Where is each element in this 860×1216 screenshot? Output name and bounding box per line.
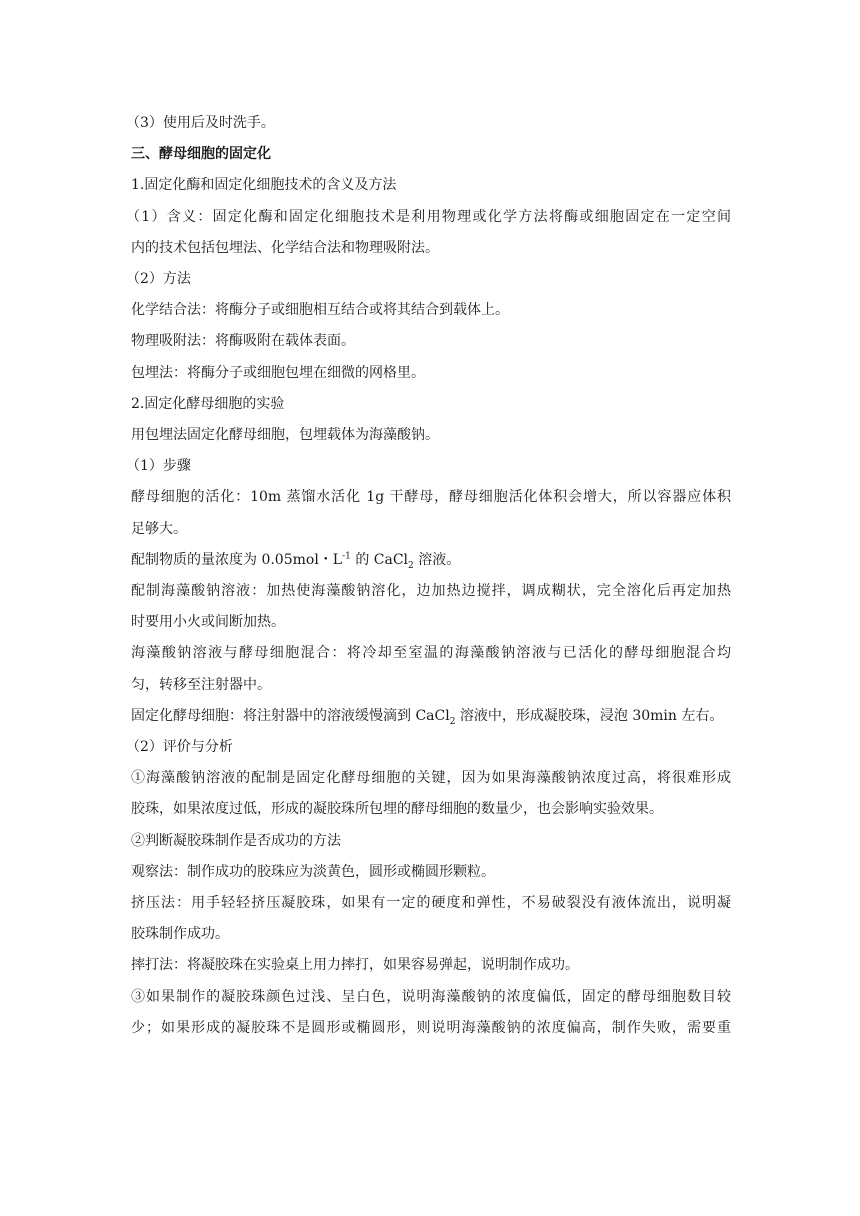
subscript: 2 xyxy=(449,716,456,727)
subsection-heading: 1.固定化酶和固定化细胞技术的含义及方法 xyxy=(131,177,397,194)
text-line: 酵母细胞的活化：10m 蒸馏水活化 1g 干酵母，酵母细胞活化体积会增大，所以容器应体积 xyxy=(131,489,731,506)
text-segment: 配制物质的量浓度为 0.05mol・L xyxy=(131,551,343,568)
text-line: 摔打法：将凝胶珠在实验桌上用力摔打，如果容易弹起，说明制作成功。 xyxy=(131,957,579,974)
text-line: 配制海藻酸钠溶液：加热使海藻酸钠溶化，边加热边搅拌，调成糊状，完全溶化后再定加热 xyxy=(131,583,731,600)
text-line: 匀，转移至注射器中。 xyxy=(131,676,271,693)
fix-text-line xyxy=(131,701,731,732)
text-line: （2）评价与分析 xyxy=(126,739,233,756)
text-line: （1）含义：固定化酶和固定化细胞技术是利用物理或化学方法将酶或细胞固定在一定空间 xyxy=(126,208,731,225)
subsection-heading: 2.固定化酵母细胞的实验 xyxy=(131,395,285,412)
text-line: 用包埋法固定化酵母细胞，包埋载体为海藻酸钠。 xyxy=(131,427,439,444)
text-segment: 的 CaCl xyxy=(350,551,409,568)
text-line: 时要用小火或间断加热。 xyxy=(131,614,285,631)
text-line: 胶珠制作成功。 xyxy=(131,926,229,943)
text-line: （2）方法 xyxy=(126,271,191,288)
text-line: 包埋法：将酶分子或细胞包埋在细微的网格里。 xyxy=(131,364,425,381)
subscript: 2 xyxy=(408,560,414,571)
text-line: 少；如果形成的凝胶珠不是圆形或椭圆形，则说明海藻酸钠的浓度偏高，制作失败，需要重 xyxy=(131,1019,731,1036)
text-line: 观察法：制作成功的胶珠应为淡黄色，圆形或椭圆形颗粒。 xyxy=(131,863,495,880)
text-line: 化学结合法：将酶分子或细胞相互结合或将其结合到载体上。 xyxy=(131,302,509,319)
text-line: （3）使用后及时洗手。 xyxy=(126,115,275,131)
text-line: ①海藻酸钠溶液的配制是固定化酵母细胞的关键，因为如果海藻酸钠浓度过高，将很难形成 xyxy=(131,770,731,787)
text-line: 胶珠，如果浓度过低，形成的凝胶珠所包埋的酵母细胞的数量少，也会影响实验效果。 xyxy=(131,801,663,818)
text-line: 物理吸附法：将酶吸附在载体表面。 xyxy=(131,333,355,350)
text-line: 足够大。 xyxy=(131,520,187,537)
text-line: ②判断凝胶珠制作是否成功的方法 xyxy=(131,832,341,849)
text-line: 挤压法：用手轻轻挤压凝胶珠，如果有一定的硬度和弹性，不易破裂没有液体流出，说明凝 xyxy=(131,895,731,912)
section-heading: 三、酵母细胞的固定化 xyxy=(131,146,271,163)
text-segment: 溶液中，形成凝胶珠，浸泡 30min 左右。 xyxy=(455,707,724,724)
text-segment: 固定化酵母细胞：将注射器中的溶液缓慢滴到 CaCl xyxy=(131,707,450,724)
text-line: （1）步骤 xyxy=(126,458,191,475)
text-segment: 溶液。 xyxy=(413,551,461,568)
text-line: ③如果制作的凝胶珠颜色过浅、呈白色，说明海藻酸钠的浓度偏低，固定的酵母细胞数目较 xyxy=(131,988,731,1005)
superscript: -1 xyxy=(342,551,351,562)
document-page xyxy=(126,108,731,1044)
text-line: 内的技术包括包埋法、化学结合法和物理吸附法。 xyxy=(131,239,439,256)
cacl2-text-line xyxy=(131,545,731,576)
text-line: 海藻酸钠溶液与酵母细胞混合：将冷却至室温的海藻酸钠溶液与已活化的酵母细胞混合均 xyxy=(131,645,731,662)
